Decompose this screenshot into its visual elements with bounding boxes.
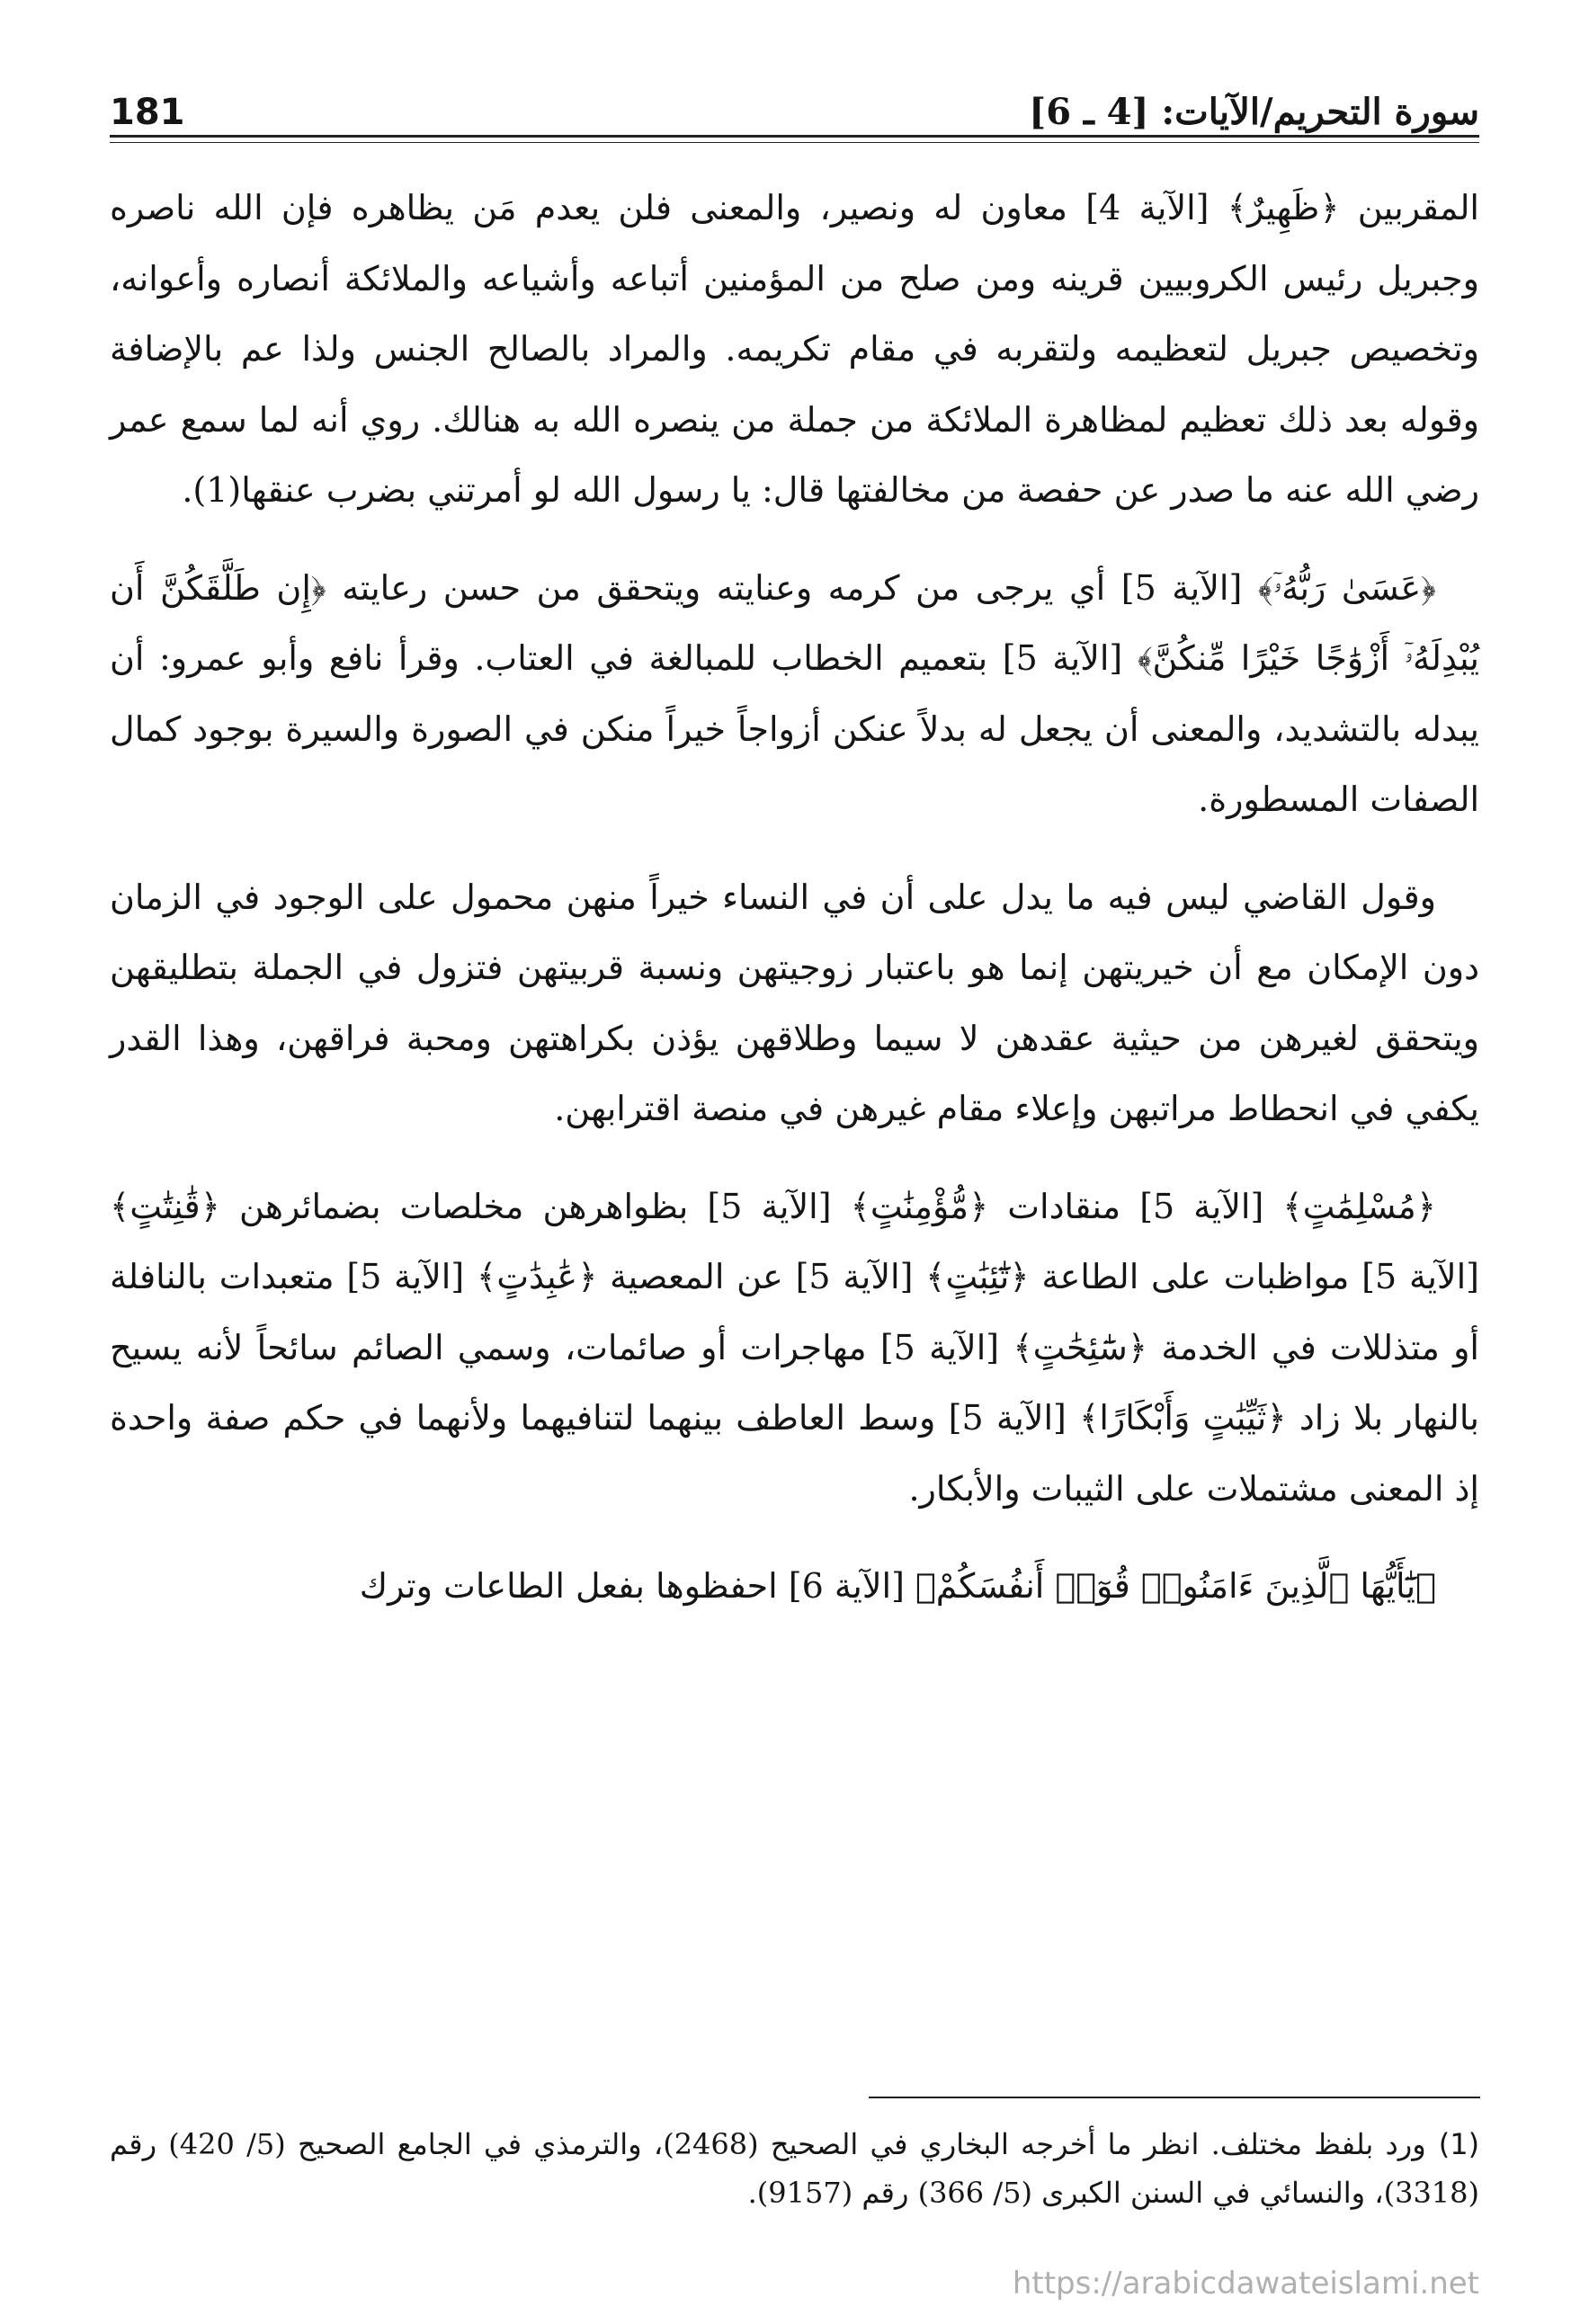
paragraph: ﴿مُسْلِمَٰتٍ﴾ [الآية 5] منقادات ﴿مُّؤْمِنَٰتٍ﴾ [الآية 5] بظواهرهن مخلصات بضمائرهن ﴿قَٰنِتَٰتٍ﴾ [الآية 5] مواظبات على الطاعة ﴿تَٰٓئِبَٰتٍ﴾ [الآية 5] عن المعصية ﴿عَٰبِدَٰتٍ﴾ [الآية 5] متعبدات بالنافلة أو متذللات في الخدمة ﴿سَٰٓئِحَٰتٍ﴾ [الآية 5] مهاجرات أو صائمات، وسمي الصائم سائحاً لأنه يسيح بالنهار بلا زاد ﴿ثَيِّبَٰتٍ وَأَبْكَارًا﴾ [الآية 5] وسط العاطف بينهما لتنافيهما ولأنهما في حكم صفة واحدة إذ المعنى مشتملات على الثيبات والأبكار. <box>110 1186 1479 1509</box>
footnote-rule <box>869 2097 1480 2098</box>
watermark-url: https://arabicdawateislami.net <box>1012 2266 1479 2302</box>
paragraph: ﴿عَسَىٰ رَبُّهُۥٓ﴾ [الآية 5] أي يرجى من كرمه وعنايته ويتحقق من حسن رعايته ﴿إِن طَلَّقَكُنَّ أَن يُبْدِلَهُۥٓ أَزْوَٰجًا خَيْرًا مِّنكُنَّ﴾ [الآية 5] بتعميم الخطاب للمبالغة في العتاب. وقرأ نافع وأبو عمرو: أن يبدله بالتشديد، والمعنى أن يجعل له بدلاً عنكن أزواجاً خيراً منكن في الصورة والسيرة بوجود كمال الصفات المسطورة. <box>110 567 1480 819</box>
page-number: 181 <box>110 92 185 133</box>
main-text <box>110 173 1479 1649</box>
footnote-marker: (1) <box>1438 2127 1480 2161</box>
paragraph: المقربين ﴿ظَهِيرٌ﴾ [الآية 4] معاون له ونصير، والمعنى فلن يعدم مَن يظاهره فإن الله ناصره وجبريل رئيس الكروبيين قرينه ومن صلح من المؤمنين أتباعه وأشياعه والملائكة أنصاره وأعوانه، وتخصيص جبريل لتعظيمه ولتقربه في مقام تكريمه. والمراد بالصالح الجنس ولذا عم بالإضافة وقوله بعد ذلك تعظيم لمظاهرة الملائكة من جملة من ينصره الله به هنالك. روي أنه لما سمع عمر رضي الله عنه ما صدر عن حفصة من مخالفتها قال: يا رسول الله لو أمرتني بضرب عنقها(1). <box>110 188 1479 510</box>
header-rule-thin <box>110 142 1479 143</box>
footnote <box>110 2120 1479 2217</box>
footnote-text: ورد بلفظ مختلف. انظر ما أخرجه البخاري في الصحيح (2468)، والترمذي في الجامع الصحيح (5/ 420) رقم (3318)، والنسائي في السنن الكبرى (5/ 366) رقم (9157). <box>110 2127 1479 2210</box>
header-rule <box>110 135 1479 138</box>
paragraph: ﴿يَٰٓأَيُّهَا ٱلَّذِينَ ءَامَنُوا۟ قُوٓا۟ أَنفُسَكُمْ﴾ [الآية 6] احفظوها بفعل الطاعات وترك <box>359 1566 1436 1606</box>
paragraph: وقول القاضي ليس فيه ما يدل على أن في النساء خيراً منهن محمول على الوجود في الزمان دون الإمكان مع أن خيريتهن إنما هو باعتبار زوجيتهن ونسبة قربيتهن فتزول في الجملة بتطليقهن ويتحقق لغيرهن من حيثية عقدهن لا سيما وطلاقهن يؤذن بكراهتهن ومحبة فراقهن، وهذا القدر يكفي في انحطاط مراتبهن وإعلاء مقام غيرهن في منصة اقترابهن. <box>110 877 1479 1128</box>
page-header <box>110 70 1479 133</box>
running-title: سورة التحريم/الآيات: [4 ـ 6] <box>1029 91 1479 133</box>
